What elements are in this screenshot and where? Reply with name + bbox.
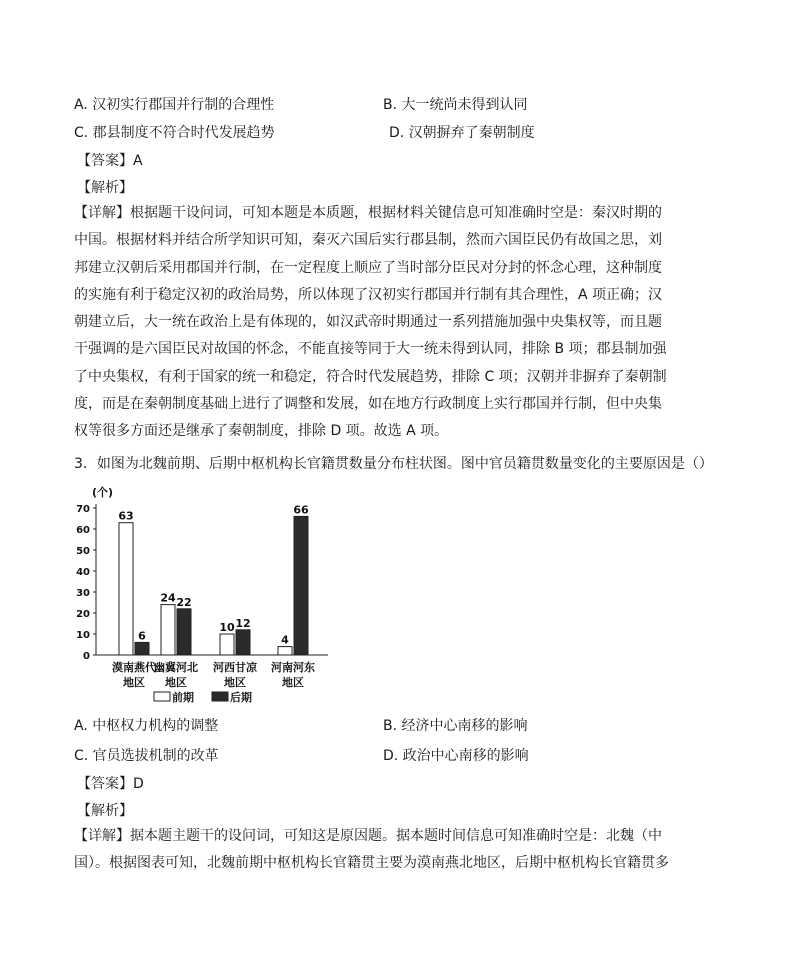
bar-value-label: 66	[293, 503, 309, 517]
q3-detail-paragraph	[74, 823, 674, 878]
q3-option-a: A. 中枢权力机构的调整	[74, 718, 219, 734]
q2-detail-line: 干强调的是六国臣民对故国的怀念，不能直接等同于大一统未得到认同，排除 B 项；郡县制加强	[74, 341, 667, 358]
bar-early	[220, 634, 234, 655]
y-tick-label: 50	[76, 546, 90, 557]
q2-detail-line: 了中央集权，有利于国家的统一和稳定，符合时代发展趋势，排除 C 项；汉朝并非摒弃了秦朝制	[74, 368, 667, 385]
bar-late	[177, 609, 191, 655]
legend-late-swatch	[212, 692, 228, 701]
q2-option-d: D. 汉朝摒弃了秦朝制度	[389, 125, 535, 141]
q2-detail-line: 权等很多方面还是继承了秦朝制度，排除 D 项。故选 A 项。	[74, 423, 449, 440]
bar-early	[161, 605, 175, 655]
q3-answer: 【答案】D	[77, 776, 144, 792]
q2-detail-line: 的实施有利于稳定汉初的政治局势，所以体现了汉初实行郡国并行制有其合理性，A 项正确；汉	[74, 286, 663, 303]
q2-option-c: C. 郡县制度不符合时代发展趋势	[74, 125, 275, 141]
q2-detail-line: 朝建立后，大一统在政治上是有体现的，如汉武帝时期通过一系列措施加强中央集权等，而且题	[74, 314, 662, 331]
category-label: 地区	[123, 676, 145, 689]
y-tick-label: 10	[76, 630, 90, 641]
q2-detail-paragraph	[74, 200, 674, 446]
bar-value-label: 22	[176, 595, 192, 609]
y-tick-label: 70	[76, 504, 90, 515]
category-label: 河西甘凉	[213, 661, 257, 674]
y-tick-label: 30	[76, 588, 90, 599]
legend-early-swatch	[154, 692, 170, 701]
q2-detail-line: 中国。根据材料并结合所学知识可知，秦灭六国后实行郡县制，然而六国臣民仍有故国之思，刘	[74, 232, 662, 249]
bar-value-label: 63	[118, 509, 134, 523]
q2-option-b: B. 大一统尚未得到认同	[383, 97, 528, 113]
q2-analysis-heading: 【解析】	[77, 180, 133, 196]
q3-option-b: B. 经济中心南移的影响	[383, 718, 528, 734]
bar-chart	[70, 482, 340, 714]
q2-detail-line: 度，而是在秦朝制度基础上进行了调整和发展，如在地方行政制度上实行郡国并行制，但中央集	[74, 396, 662, 413]
y-tick-label: 20	[76, 609, 90, 620]
bar-early	[278, 647, 292, 655]
bar-value-label: 12	[235, 616, 251, 630]
bar-late	[236, 630, 250, 655]
y-tick-label: 0	[83, 651, 90, 662]
q2-option-a: A. 汉初实行郡国并行制的合理性	[74, 97, 275, 113]
y-axis-label: (个)	[92, 486, 114, 499]
q3-detail-line: 【详解】据本题主题干的设问词，可知这是原因题。据本题时间信息可知准确时空是：北魏（中	[74, 828, 662, 844]
legend-late-label: 后期	[230, 691, 252, 704]
bar-value-label: 24	[160, 591, 176, 605]
category-label: 地区	[224, 676, 246, 689]
q3-detail-line: 国）。根据图表可知，北魏前期中枢机构长官籍贯主要为漠南燕北地区，后期中枢机构长官籍贯多	[74, 855, 669, 872]
bar-value-label: 6	[138, 629, 146, 643]
q2-detail-line: 邦建立汉朝后采用郡国并行制，在一定程度上顺应了当时部分臣民对分封的怀念心理，这种制度	[74, 259, 662, 276]
category-label: 地区	[282, 676, 304, 689]
bar-late	[294, 516, 308, 655]
q3-option-c: C. 官员选拔机制的改革	[74, 748, 219, 764]
y-tick-label: 40	[76, 567, 90, 578]
category-label: 地区	[165, 676, 187, 689]
bar-value-label: 10	[219, 621, 235, 634]
category-label: 幽冀河北	[154, 661, 198, 674]
q2-answer: 【答案】A	[77, 153, 143, 169]
bar-early	[119, 523, 133, 655]
bar-value-label: 4	[281, 633, 289, 647]
q3-option-d: D. 政治中心南移的影响	[383, 748, 529, 764]
category-label: 漠南燕代	[112, 661, 156, 674]
q2-detail-line: 【详解】根据题干设问词，可知本题是本质题，根据材料关键信息可知准确时空是：秦汉时期的	[74, 205, 662, 221]
bar-late	[135, 642, 149, 655]
legend-early-label: 前期	[172, 691, 194, 704]
q3-stem: 3．如图为北魏前期、后期中枢机构长官籍贯数量分布柱状图。图中官员籍贯数量变化的主要原因是（）	[74, 456, 713, 472]
y-tick-label: 60	[76, 525, 90, 536]
q3-analysis-heading: 【解析】	[77, 803, 133, 819]
category-label: 河南河东	[271, 661, 315, 674]
